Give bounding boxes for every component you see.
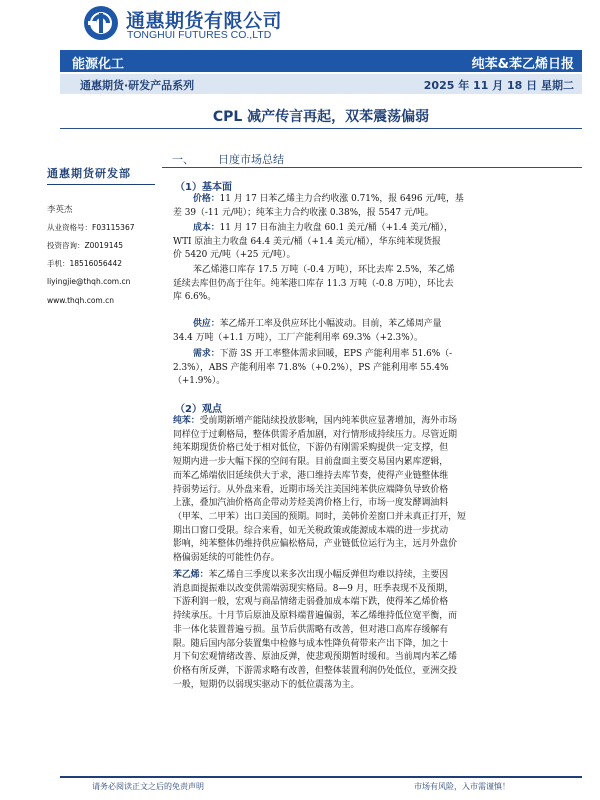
inventory-paragraph: 苯乙烯港口库存 17.5 万吨（-0.4 万吨），环比去库 2.5%，苯乙烯 延续去库但仍高于往年。纯苯港口库存 11.3 万吨（-0.8 万吨），环比去 库 6.6%。 [173,265,455,303]
benzene-label: 纯苯： [173,416,200,426]
price-label: 价格： [193,194,220,204]
company-name-en: TONGHUI FUTURES CO.,LTD [127,29,272,41]
demand-paragraph: 需求：下游 3S 开工率整体需求回暖，EPS 产能利用率 51.6%（- 2.3%），ABS 产能利用率 71.8%（+0.2%），PS 产能利用率 55.4% （+1.9%）。 [173,349,453,387]
contact-qualification: 从业资格号：F03115367 [47,223,135,232]
dept-title: 通惠期货研发部 [47,167,131,180]
series-label: 通惠期货·研发产品系列 [80,79,195,92]
section-divider [162,167,582,168]
company-logo-icon [82,4,120,42]
report-sub-bar [60,74,582,94]
headline-divider [60,128,582,129]
section-number: 一、 [172,153,194,166]
contact-phone: 手机：18516056442 [47,259,122,268]
contact-email[interactable]: liyingjie@thqh.com.cn [47,277,131,286]
cost-label: 成本： [193,223,220,233]
supply-paragraph: 供应：苯乙烯开工率及供应环比小幅波动。目前，苯乙烯周产量 34.4 万吨（+1.1 万吨），工厂产能利用率 69.3%（+2.3%）。 [173,319,442,343]
report-title-bar [60,50,582,72]
analyst-name: 李英杰 [47,205,73,215]
company-name-cn: 通惠期货有限公司 [126,10,283,32]
section-heading [162,151,582,169]
section-title: 日度市场总结 [218,153,284,166]
benzene-paragraph: 纯苯：受前期新增产能陆续投放影响，国内纯苯供应显著增加，海外市场 同样位于过剩格局，整体供需矛盾加剧，对行情形成持续压力。尽管近期 纯苯期现货价格已处于相对低位，下游仍有刚需采购提供一定支撑，但 短期内进一步大幅下探的空间有限。目前盘面主要交易国内累库逻辑， 而苯乙烯端依旧延续供大于求，港口维持去库节奏，使得产业链整体维 持弱势运行。从外盘来看，近期市场关注美国纯苯供应端降负导致价格 上涨，叠加汽油价格高企带动芳烃美湾价格上行，市场一度发酵调油料 （甲苯、二甲苯）出口美国的预期。同时，美韩价差窗口并未真正打开，短 期出口窗口受限。综合来看，如无关税政策或能源成本端的进一步扰动 影响，纯苯整体仍维持供应偏松格局，产业链低位运行为主，远月外盘价 格偏弱延续的可能性仍存。 [173,416,466,564]
company-logo [82,4,302,44]
supply-label: 供应： [193,319,220,329]
price-paragraph: 价格：11 月 17 日苯乙烯主力合约收涨 0.71%，报 6496 元/吨，基 差 39（-11 元/吨）；纯苯主力合约收涨 0.38%，报 5547 元/吨。 [173,194,464,218]
contact-consulting: 投资咨询：Z0019145 [47,241,124,250]
headline: CPL 减产传言再起，双苯震荡偏弱 [212,109,430,125]
demand-label: 需求： [193,349,220,359]
risk-warning: 市场有风险，入市需谨慎！ [414,782,510,791]
contact-website[interactable]: www.thqh.com.cn [47,296,114,305]
styrene-paragraph: 苯乙烯：苯乙烯自三季度以来多次出现小幅反弹但均难以持续，主要因 消息面提振难以改变供需端弱现实格局。8—9 月，旺季表现不及预期， 下游利润一般，宏观与商品情绪走弱叠加成本端下跌，使得苯乙烯价格 持续承压。十月节后原油及原料端普遍偏弱，苯乙烯维持低位宽平衡，而 非一体化装置普遍亏损。虽节后供需略有改善，但对港口高库存缓解有 限。随后国内部分装置集中检修与成本性降负荷带来产出下降，加之十 月下旬宏观情绪改善、原油反弹，使悲观预期暂时缓和。当前周内苯乙烯 价格有所反弹，下游需求略有改善，但整体装置利润仍处低位，亚洲交投 一般，短期仍以弱现实驱动下的低位震荡为主。 [173,570,457,690]
cost-paragraph: 成本：11 月 17 日布油主力收盘 60.1 美元/桶（+1.4 美元/桶）， WTI 原油主力收盘 64.4 美元/桶（+1.4 美元/桶），华东纯苯现货报 价 5420 元/吨（+25 元/吨）。 [173,223,453,261]
sector-label: 能源化工 [72,57,125,72]
sidebar-divider [47,184,155,185]
report-name: 纯苯&苯乙烯日报 [471,57,574,72]
views-heading: （2）观点 [175,404,222,415]
report-date: 2025 年 11 月 18 日 星期二 [423,79,574,92]
footer-divider [60,776,582,778]
basic-heading: （1）基本面 [175,182,232,193]
styrene-label: 苯乙烯： [173,570,209,580]
disclaimer-note: 请务必阅读正文之后的免责声明 [92,782,204,791]
